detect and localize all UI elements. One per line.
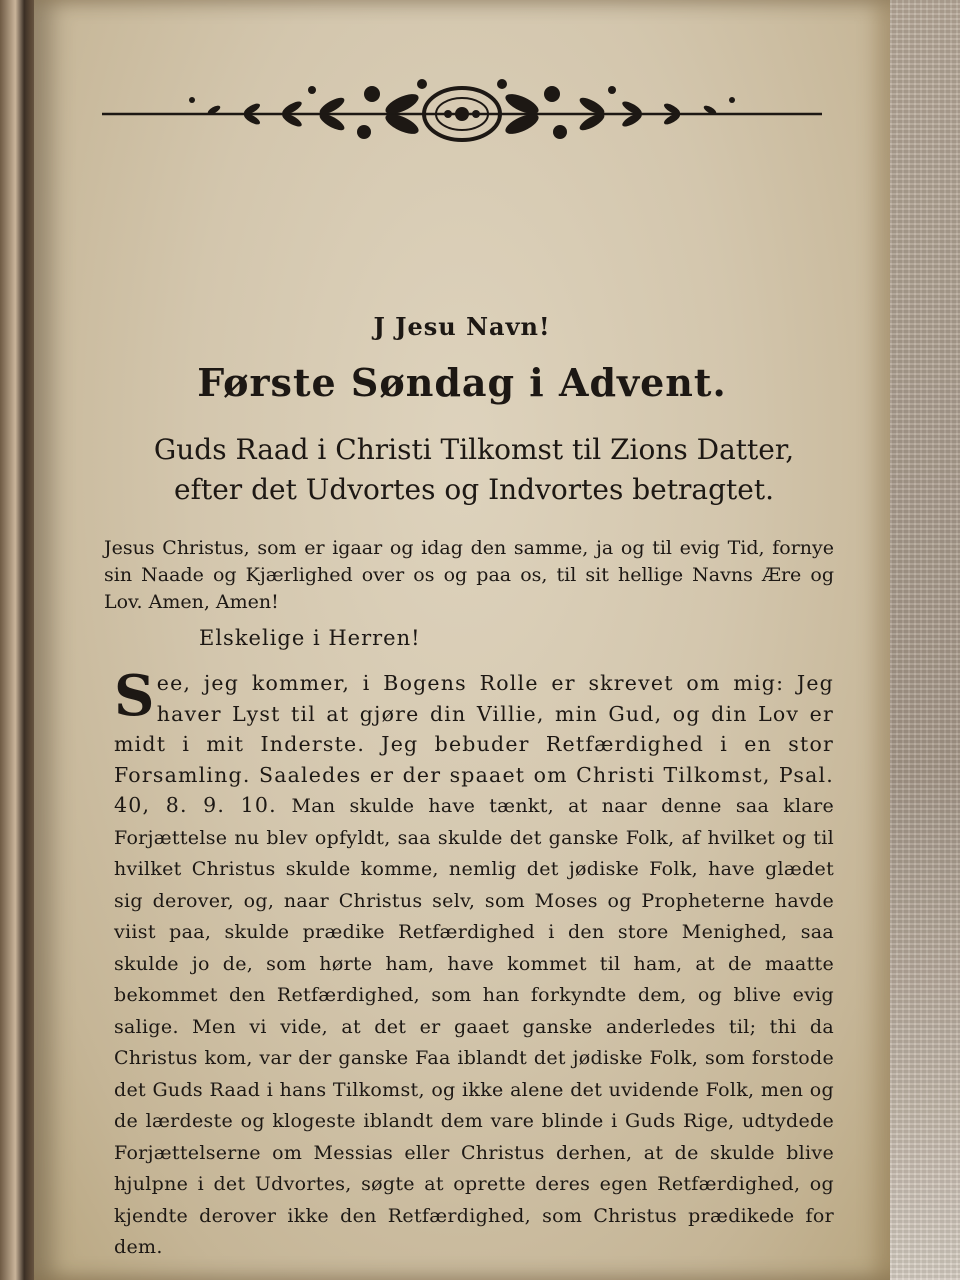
drop-cap: S	[114, 663, 155, 729]
subtitle-line: Guds Raad i Christi Tilkomst til Zions Datter,	[153, 433, 795, 466]
book-page	[34, 0, 890, 1280]
floral-ornament-icon	[102, 72, 822, 152]
invocation-heading: J Jesu Navn!	[373, 312, 551, 341]
subtitle-line: efter det Udvortes og Indvortes betragtet.	[174, 473, 774, 506]
body-text-continued: Man skulde have tænkt, at naar denne saa klare Forjættelse nu blev opfyldt, saa skulde det ganske Folk, af hvilket og til hvilket Christus skulde komme, nemlig det jødiske Folk, have glædet sig derover, og, naar Christus selv, som Moses og Propheterne havde viist paa, skulde prædike Retfærdighed i den store Menighed, saa skulde jo de, som hørte ham, have kommet til ham, at de maatte bekommet den Retfærdighed, som han forkyndte dem, og blive evig salige. Men vi vide, at det er gaaet ganske anderledes til; thi da Christus kom, var der ganske Faa iblandt det jødiske Folk, som forstode det Guds Raad i hans Tilkomst, og ikke alene det uvidende Folk, men og de lærdeste og klogeste iblandt dem vare blinde i Guds Rige, udtydede Forjættelserne om Messias eller Christus derhen, at de skulde blive hjulpne i det Udvortes, søgte at oprette deres egen Retfærdighed, og kjendte derover ikke den Retfærdighed, som Christus prædikede for dem.	[114, 795, 834, 1258]
opening-prayer: Jesus Christus, som er igaar og idag den samme, ja og til evig Tid, fornye sin Naade og Kjærlighed over os og paa os, til sit hellige Navns Ære og Lov. Amen, Amen!	[104, 537, 834, 613]
body-lead-text: ee, jeg kommer, i Bogens Rolle er skrevet om mig: Jeg haver Lyst til at gjøre din Villie, min Gud, og din Lov er midt i mit Inderste. Jeg bebuder Retfærdighed i en stor Forsamling. Saaledes er der spaaet om Christi Tilkomst, Psal. 40, 8. 9. 10.	[114, 671, 834, 817]
salutation: Elskelige i Herren!	[199, 626, 421, 650]
sermon-body	[114, 663, 834, 1263]
sermon-subtitle	[94, 430, 854, 510]
sermon-title: Første Søndag i Advent.	[197, 360, 727, 405]
